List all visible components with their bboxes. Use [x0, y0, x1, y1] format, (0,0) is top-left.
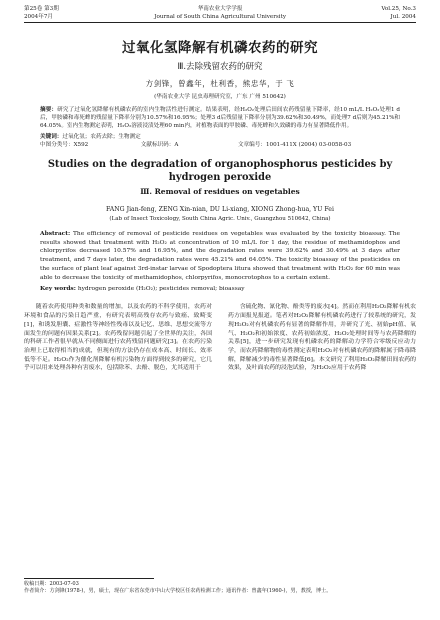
title-en: Studies on the degradation of organophosphorus pesticides by hydrogen peroxide — [47, 158, 393, 183]
issue-info-en — [381, 6, 416, 21]
subtitle-en: Ⅲ. Removal of residues on vegetables — [140, 186, 300, 196]
keywords-cn-text: 过氧化氢；农药去除；生物测定 — [62, 133, 141, 140]
keywords-cn — [40, 133, 400, 141]
clc-number: 中图分类号：X592 — [40, 141, 89, 148]
volume-issue-cn: 第25卷 第3期 — [24, 6, 59, 12]
authors-en: FANG Jian-feng, ZENG Xin-nian, DU Li-xiang, XIONG Zhong-hua, YU Fei — [106, 205, 334, 213]
running-header — [24, 6, 416, 21]
keywords-en — [40, 285, 400, 294]
keywords-en-text: hydrogen peroxide (H₂O₂); pesticides removal; bioassay — [77, 285, 245, 292]
footnote-rule — [24, 578, 154, 579]
body-column-left: 随着农药使用种类和数量的增加，以及农药的不科学使用，农药对环境和食品的污染日趋严重，有研究表明高残存农药与致癌、致畸变[1]，和诱发胆囊、症激性等神经性残毒以及记忆、思维、思想交流等方面发生的问题有因果关系[2]。农药残留问题引起了全世界的关注，各国的科研工作者很早就从不同侧面进行农药残留问题研究[3]。在农药污染治理上已取得相当的成就，但现有的方法仍存在成本高、时间长、效率低等不足。H₂O₂作为催化剂降解有机污染物方面得到较多的研究，它几乎可以用来处理各种有害废水，包括除苯、去酚、脱色，尤其适用于 — [24, 304, 212, 372]
journal-name — [154, 6, 286, 21]
journal-name-en: Journal of South China Agricultural University — [154, 13, 286, 20]
abstract-en-text: The efficiency of removal of pesticide residues on vegetables was evaluated by the toxicity bioassay. The results showed that treatment with H₂O₂ at concentration of 10 mL/L for 1 day, the residue of methamidophos and chlorpyrifos decreased 10.57% and 16.95%, and the degradation rates were 39.62% and 30.49% at 3 days after treatment, and 7 days later, the degradation rates were 45.21% and 64.05%. The toxicity bioassay of the pesticides on the surface of plant leaf against 3rd-instar larvae of Spodoptera litura showed that treatment with H₂O₂ for 60 min was able to decrease the toxicity of methamidophos, chlorpyrifos, monocrotophos to a certain extent. — [40, 230, 401, 281]
classification-line — [40, 141, 400, 149]
keywords-en-label: Key words: — [40, 284, 76, 292]
title-cn: 过氧化氢降解有机磷农药的研究 — [122, 40, 318, 56]
abstract-en — [40, 230, 400, 283]
keywords-cn-label: 关键词： — [40, 133, 63, 140]
volume-issue-en: Vol.25, No.3 — [381, 6, 416, 12]
subtitle-cn: Ⅲ.去除残留农药的研究 — [177, 62, 263, 72]
document-code: 文献标识码：A — [140, 141, 179, 148]
issue-info — [24, 6, 59, 21]
received-date: 收稿日期：2003-07-03 — [24, 581, 79, 587]
date-en: Jul. 2004 — [390, 13, 416, 20]
authors-cn: 方剑锋，曾鑫年，杜利香，熊忠华，于 飞 — [145, 79, 295, 88]
affiliation-cn: (华南农业大学 昆虫毒理研究室，广东 广州 510642) — [154, 94, 286, 100]
header-rule — [24, 22, 416, 23]
abstract-cn-text: 研究了过氧化氢降解有机磷农药的室内生物活性进行测定。结果表明，经H₂O₂处理后田间农药残留量下降率，经10 mL/L H₂O₂处理1 d后，甲胺磷和毒死蜱的残留量下降率分别为10.57%和16.95%；处理3 d后残留量下降率分别为39.62%和30.49%，而处理7 d后则为45.21%和64.05%。室内生物测定表明，H₂O₂溶液浸渍处理60 min内，对植物表面的甲胺磷、毒死蜱和久效磷的毒力有显著降低作用。 — [40, 107, 400, 130]
article-number: 文章编号：1001-411X (2004) 03-0058-03 — [237, 141, 352, 148]
affiliation-en: (Lab of Insect Toxicology, South China Agric. Univ., Guangzhou 510642, China) — [109, 215, 331, 222]
author-bio: 作者简介：方剑锋(1978-)，男，硕士，现在广东省东莞市中山大学校区任农药检测工作；通讯作者：曾鑫年(1960-)，男，教授，博士。 — [24, 588, 332, 594]
footnote — [24, 578, 416, 595]
body-column-right: 含硫化物、氰化物、酚类等的废水[4]。然而在利用H₂O₂降解有机农药方面报见报道。笔者对H₂O₂降解有机磷农药进行了较系统的研究，发现H₂O₂对有机磷农药有显著的降解作用，并研究了光、初始pH值、氧气、H₂O₂和初始浓度、农药初始浓度、H₂O₂处理时间等与农药降解的关系[5]，进一步研究发现有机磷农药的降解动力学符合零级反应动力学，而农药降解物的毒性测定表明H₂O₂对有机磷农药的降解属于降毒降解，降解减少的毒性显著降低[6]。本文研究了利用H₂O₂降解田间农药的效果，及叶面农药的浸泡试验，为H₂O₂应用于农药降 — [228, 304, 416, 372]
journal-name-cn: 华南农业大学学报 — [197, 6, 243, 12]
abstract-cn-label: 摘要： — [40, 107, 58, 113]
abstract-en-label: Abstract: — [40, 229, 71, 237]
abstract-cn — [40, 106, 400, 131]
body-columns — [24, 303, 416, 373]
date-cn: 2004年7月 — [24, 13, 53, 20]
